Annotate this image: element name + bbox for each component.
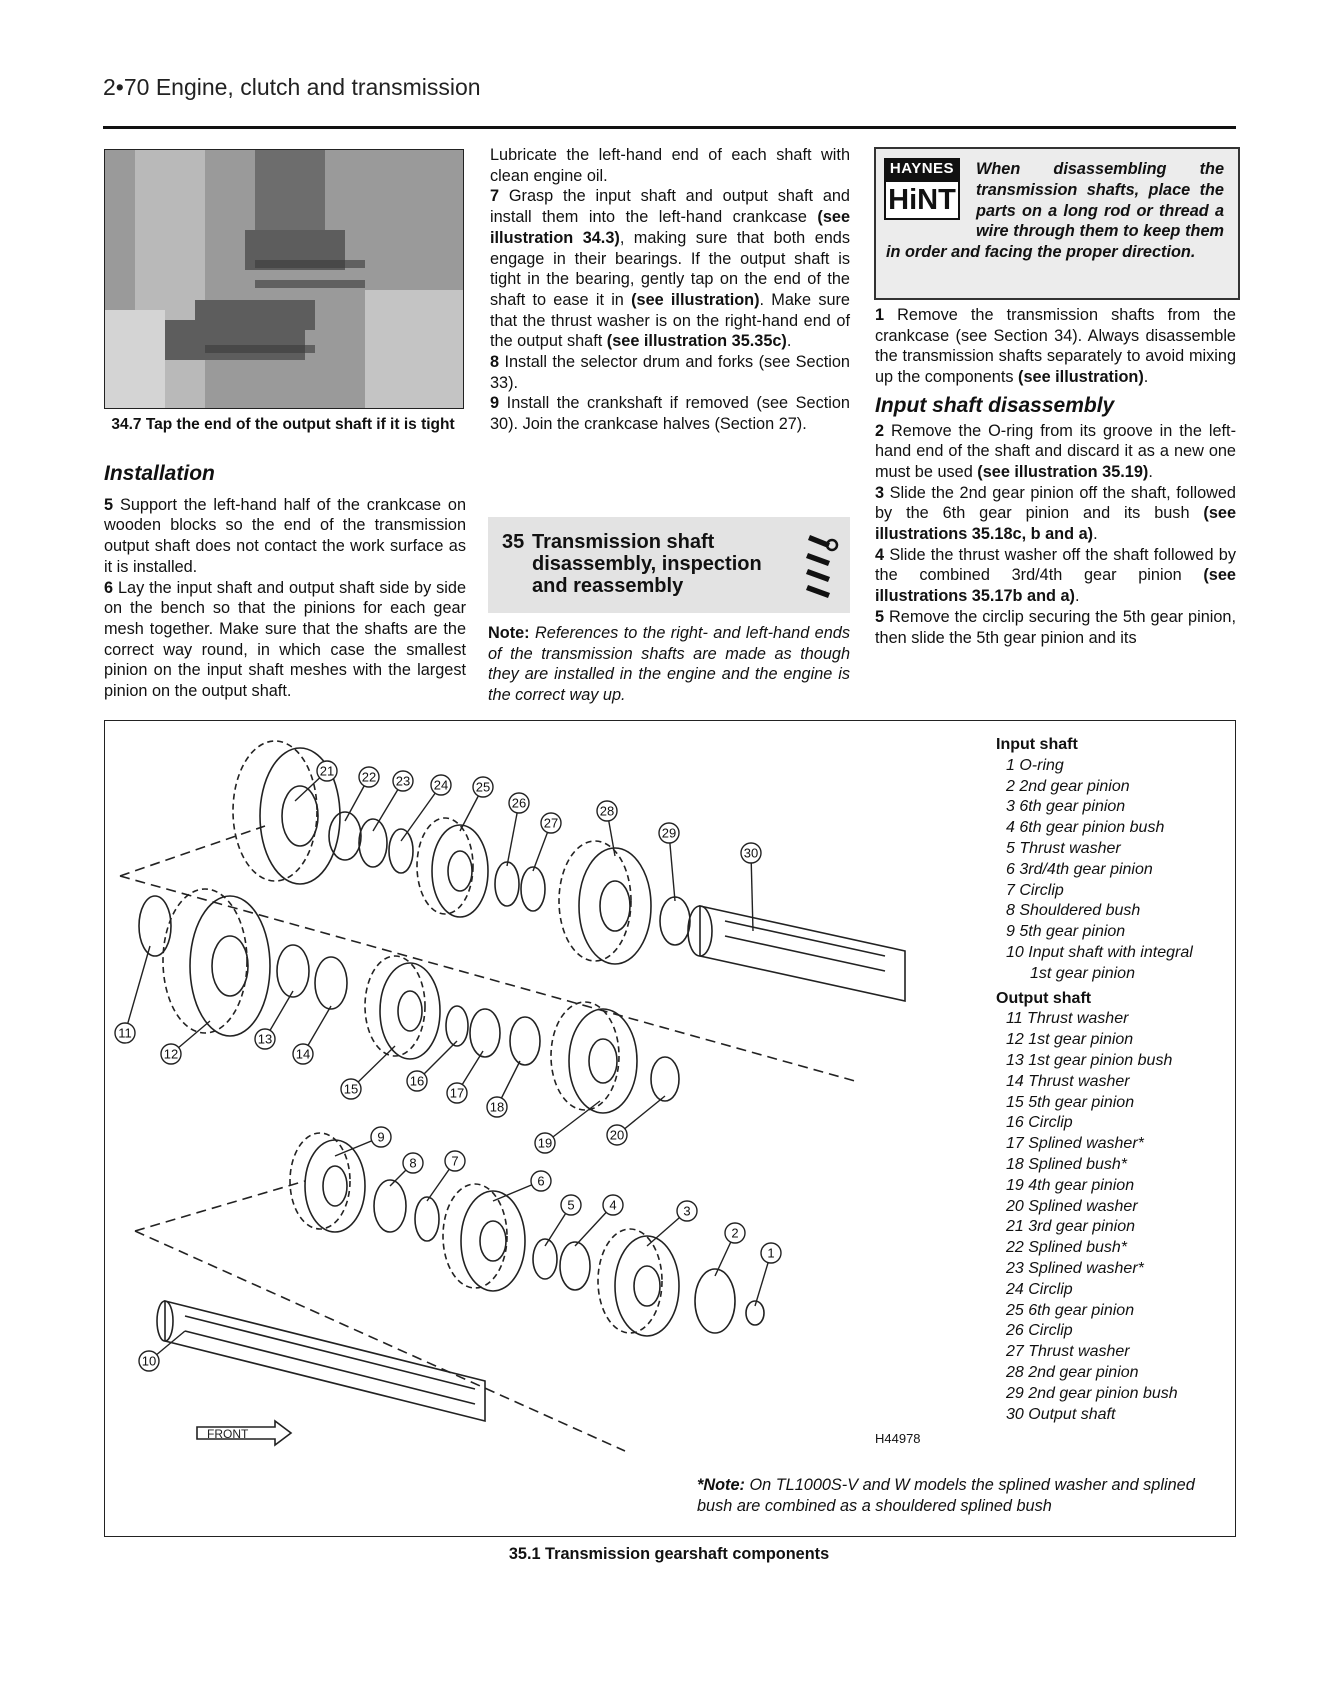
legend-item: 16 Circlip bbox=[1006, 1114, 1073, 1132]
step-9: 9 Install the crankshaft if removed (see Section 30). Join the crankcase halves (Section 27). bbox=[490, 394, 850, 434]
callout-leader bbox=[751, 853, 753, 931]
legend-item: 27 Thrust washer bbox=[1006, 1343, 1130, 1361]
callout-number: 27 bbox=[543, 815, 559, 831]
gearshaft-exploded-diagram bbox=[105, 721, 985, 1461]
callout-number: 4 bbox=[609, 1197, 617, 1213]
callout-number: 14 bbox=[295, 1046, 311, 1062]
callout-number: 10 bbox=[141, 1353, 157, 1369]
legend-item: 1st gear pinion bbox=[1030, 964, 1135, 982]
callout-number: 3 bbox=[683, 1203, 691, 1219]
callout-number: 2 bbox=[731, 1225, 739, 1241]
legend-item: 6 3rd/4th gear pinion bbox=[1006, 860, 1153, 878]
input-shaft-list bbox=[996, 756, 1226, 985]
callout-number: 22 bbox=[361, 769, 377, 785]
legend-item: 3 6th gear pinion bbox=[1006, 798, 1126, 816]
step-3: 3 Slide the 2nd gear pinion off the shaft, followed by the 6th gear pinion and its bush (see illustrations 35.18c, b and a). bbox=[875, 483, 1237, 544]
hint-text: When disassembling the transmission shafts, place the parts on a long rod or thread a wire through them to keep them in order and facing the proper direction. bbox=[886, 160, 1224, 262]
step-7: 7 Grasp the input shaft and output shaft and install them into the left-hand crankcase (see illustration 34.3), making sure that both ends engage in their bearings. If the output shaft is tight in the bearing, gently tap on the end of the shaft to ease it in (see illustration). Make sure that the thrust washer is on the right-hand end of the output shaft (see illustration 35.35c). bbox=[490, 187, 850, 351]
column-1 bbox=[104, 462, 467, 702]
step-1: 1 Remove the transmission shafts from the crankcase (see Section 34). Always disassemble the transmission shafts separately to avoid mixing up the components (see illustration). bbox=[875, 306, 1236, 387]
callout-number: 12 bbox=[163, 1046, 179, 1062]
legend-item: 10 Input shaft with integral bbox=[1006, 943, 1193, 961]
haynes-hint-logo: HAYNES HiNT bbox=[884, 158, 960, 222]
legend-item: 15 5th gear pinion bbox=[1006, 1093, 1135, 1111]
photo-illustration bbox=[105, 150, 463, 408]
callout-number: 25 bbox=[475, 779, 491, 795]
column-2 bbox=[490, 145, 850, 435]
section-title: Transmission shaft disassembly, inspection and reassembly bbox=[532, 531, 762, 597]
legend-item: 1 O-ring bbox=[1006, 756, 1064, 774]
figure-legend bbox=[996, 735, 1226, 1425]
legend-item: 14 Thrust washer bbox=[1006, 1072, 1130, 1090]
callout-number: 8 bbox=[409, 1155, 417, 1171]
callout-number: 21 bbox=[319, 763, 335, 779]
legend-item: 9 5th gear pinion bbox=[1006, 923, 1126, 941]
legend-item: 13 1st gear pinion bush bbox=[1006, 1051, 1173, 1069]
legend-item: 5 Thrust washer bbox=[1006, 839, 1121, 857]
callout-leader bbox=[125, 946, 150, 1033]
legend-item: 11 Thrust washer bbox=[1006, 1010, 1129, 1028]
legend-item: 19 4th gear pinion bbox=[1006, 1176, 1135, 1194]
haynes-hint-box bbox=[874, 147, 1240, 300]
legend-item: 12 1st gear pinion bbox=[1006, 1031, 1134, 1049]
callout-number: 30 bbox=[743, 845, 759, 861]
section-heading-box bbox=[488, 517, 850, 613]
figure-footnote: *Note: On TL1000S-V and W models the splined washer and splined bush are combined as a shouldered splined bush bbox=[697, 1476, 1195, 1515]
legend-item: 29 2nd gear pinion bush bbox=[1006, 1384, 1178, 1402]
callout-number: 19 bbox=[537, 1135, 553, 1151]
front-label: FRONT bbox=[207, 1427, 249, 1441]
figure-caption: 35.1 Transmission gearshaft components bbox=[508, 1545, 830, 1563]
legend-item: 18 Splined bush* bbox=[1006, 1155, 1127, 1173]
legend-item: 7 Circlip bbox=[1006, 881, 1064, 899]
callout-number: 5 bbox=[567, 1197, 575, 1213]
installation-heading: Installation bbox=[104, 462, 215, 485]
callout-number: 18 bbox=[489, 1099, 505, 1115]
callout-number: 6 bbox=[537, 1173, 545, 1189]
section-note: Note: References to the right- and left-hand ends of the transmission shafts are made as though they are installed in the engine and the engine is the correct way up. bbox=[488, 624, 850, 705]
callout-number: 29 bbox=[661, 825, 677, 841]
continuation-text: Lubricate the left-hand end of each shaft with clean engine oil. bbox=[490, 146, 850, 185]
callout-number: 23 bbox=[395, 773, 411, 789]
step-5: 5 Support the left-hand half of the crankcase on wooden blocks so the end of the transmission output shaft does not contact the work surface as it is installed. bbox=[104, 495, 466, 576]
callout-number: 11 bbox=[118, 1025, 132, 1041]
photo-caption: 34.7 Tap the end of the output shaft if it is tight bbox=[111, 416, 455, 433]
output-shaft-heading: Output shaft bbox=[996, 989, 1092, 1007]
callout-layer bbox=[115, 761, 781, 1371]
callout-number: 7 bbox=[451, 1153, 459, 1169]
legend-item: 21 3rd gear pinion bbox=[1006, 1218, 1135, 1236]
legend-item: 8 Shouldered bush bbox=[1006, 902, 1141, 920]
step-2: 2 Remove the O-ring from its groove in the left-hand end of the shaft and discard it as a new one must be used (see illustration 35.19). bbox=[875, 421, 1236, 481]
callout-number: 20 bbox=[609, 1127, 625, 1143]
callout-number: 26 bbox=[511, 795, 527, 811]
callout-number: 16 bbox=[409, 1073, 425, 1089]
input-shaft-heading: Input shaft bbox=[996, 736, 1078, 753]
input-shaft-disassembly-heading: Input shaft disassembly bbox=[875, 393, 1115, 417]
figure-gearshaft-components bbox=[104, 720, 1236, 1537]
legend-item: 20 Splined washer bbox=[1006, 1197, 1138, 1215]
callout-number: 1 bbox=[767, 1245, 775, 1261]
section-number: 35 bbox=[502, 531, 525, 553]
callout-number: 24 bbox=[433, 777, 449, 793]
figure-reference-code: H44978 bbox=[875, 1431, 921, 1446]
page-header: 2•70 Engine, clutch and transmission bbox=[103, 74, 481, 100]
callout-number: 13 bbox=[257, 1031, 273, 1047]
legend-item: 25 6th gear pinion bbox=[1006, 1301, 1135, 1319]
step-6: 6 Lay the input shaft and output shaft side by side on the bench so that the pinions for each gear mesh together. Make sure that the shafts are the correct way round, in which case the smallest pinion on the input shaft meshes with the largest pinion on the output shaft. bbox=[104, 578, 467, 701]
legend-item: 28 2nd gear pinion bbox=[1006, 1363, 1139, 1381]
callout-number: 15 bbox=[343, 1081, 359, 1097]
legend-item: 30 Output shaft bbox=[1006, 1405, 1116, 1423]
column-3 bbox=[875, 305, 1236, 648]
photo-output-shaft bbox=[104, 149, 464, 409]
legend-item: 24 Circlip bbox=[1006, 1280, 1073, 1298]
callout-number: 28 bbox=[599, 803, 615, 819]
legend-item: 2 2nd gear pinion bbox=[1006, 777, 1130, 795]
output-shaft-list bbox=[996, 1009, 1226, 1425]
step-5-col3: 5 Remove the circlip securing the 5th gear pinion, then slide the 5th gear pinion and its bbox=[875, 607, 1236, 647]
callout-number: 9 bbox=[377, 1129, 385, 1145]
legend-item: 17 Splined washer* bbox=[1006, 1135, 1144, 1153]
legend-item: 22 Splined bush* bbox=[1006, 1239, 1127, 1257]
legend-item: 4 6th gear pinion bush bbox=[1006, 819, 1165, 837]
spanner-difficulty-icon bbox=[802, 525, 842, 605]
step-8: 8 Install the selector drum and forks (see Section 33). bbox=[490, 353, 850, 392]
legend-item: 23 Splined washer* bbox=[1006, 1259, 1144, 1277]
callout-number: 17 bbox=[449, 1085, 465, 1101]
step-4: 4 Slide the thrust washer off the shaft followed by the combined 3rd/4th gear pinion (see illustrations 35.17b and a). bbox=[875, 545, 1236, 606]
header-rule bbox=[103, 126, 1236, 129]
legend-item: 26 Circlip bbox=[1006, 1322, 1073, 1340]
